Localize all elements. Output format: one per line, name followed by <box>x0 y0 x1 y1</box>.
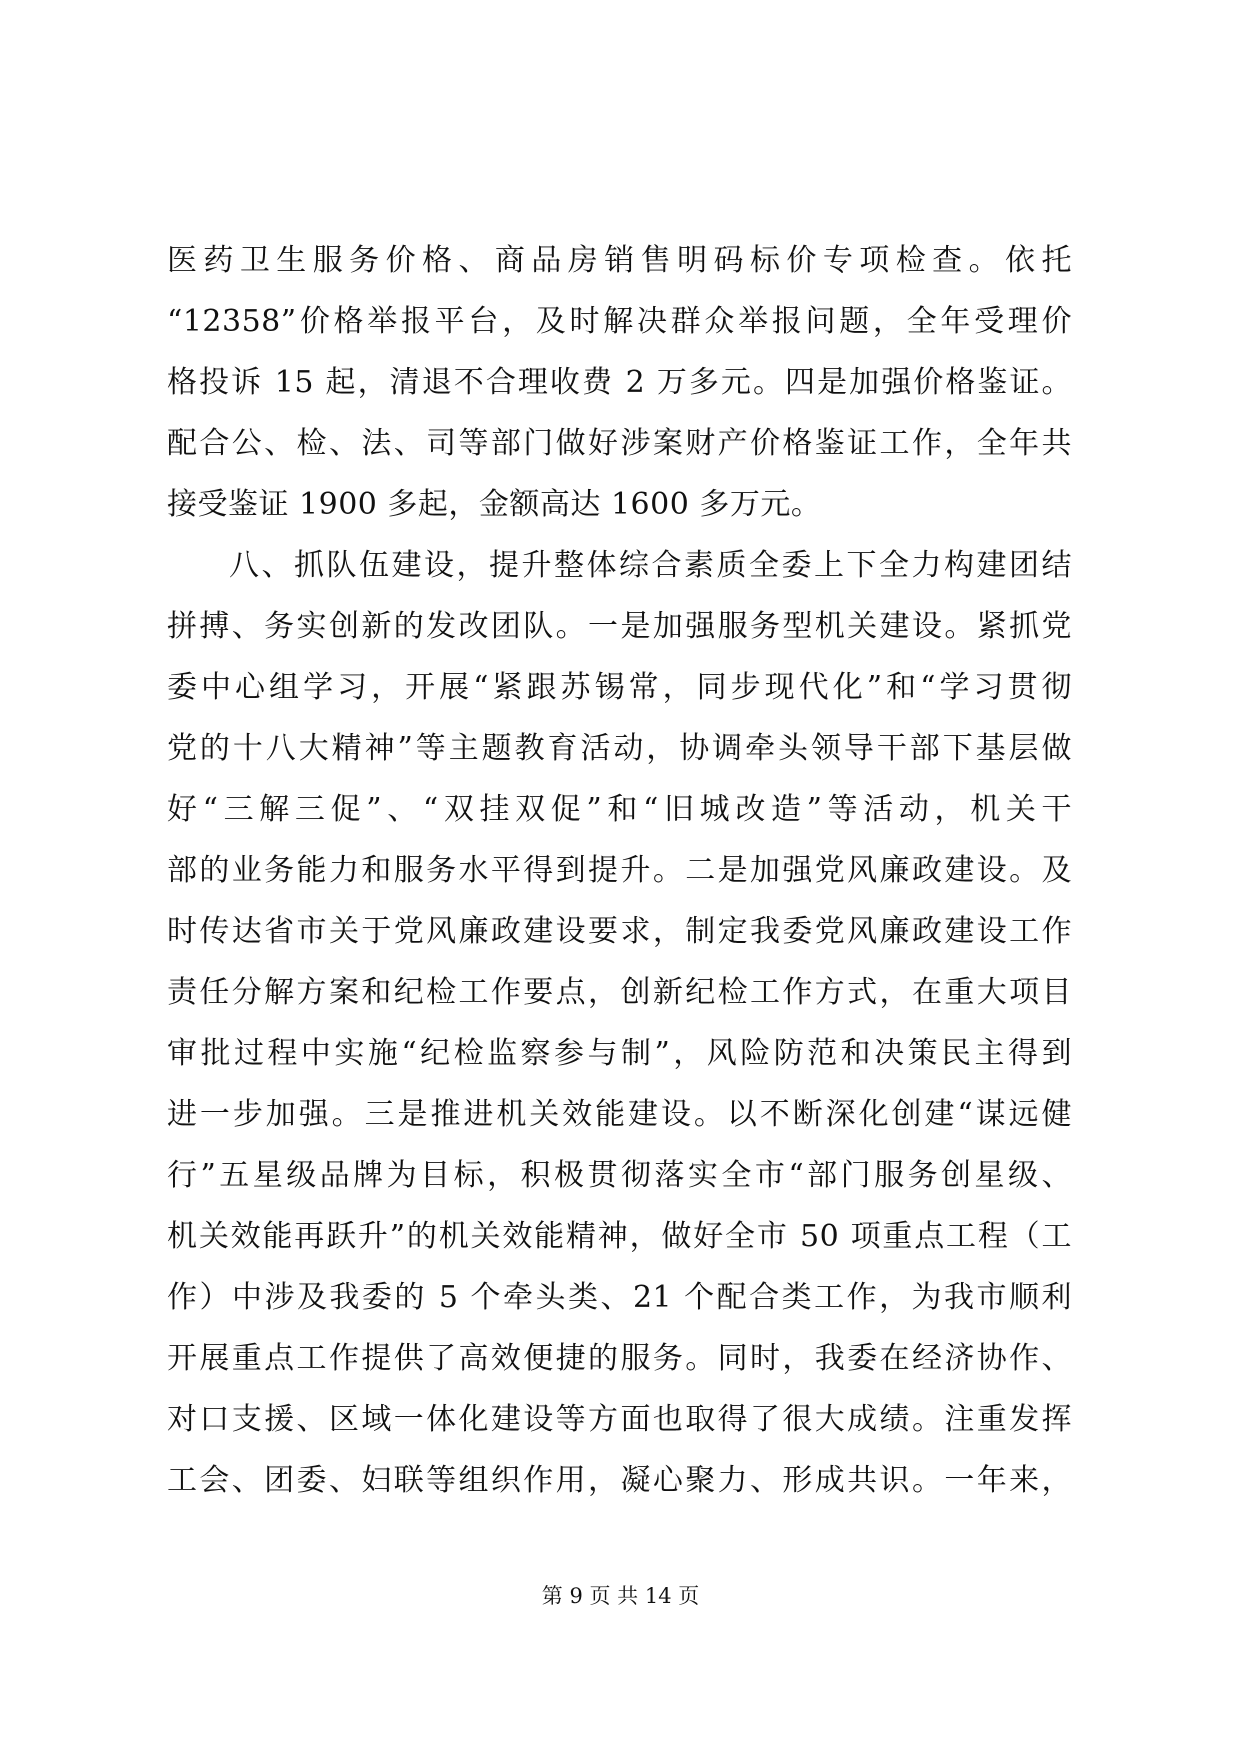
text-line: 格投诉 15 起，清退不合理收费 2 万多元。四是加强价格鉴证。 <box>167 365 1072 400</box>
page-number: 第 9 页 共 14 页 <box>541 1584 700 1608</box>
text-line: 行”五星级品牌为目标，积极贯彻落实全市“部门服务创星级、 <box>167 1158 1072 1193</box>
text-line: 时传达省市关于党风廉政建设要求，制定我委党风廉政建设工作 <box>167 914 1072 949</box>
text-line: 作）中涉及我委的 5 个牵头类、21 个配合类工作，为我市顺利 <box>167 1280 1072 1315</box>
text-line: 党的十八大精神”等主题教育活动，协调牵头领导干部下基层做 <box>167 731 1072 766</box>
text-line: 审批过程中实施“纪检监察参与制”，风险防范和决策民主得到 <box>167 1036 1072 1071</box>
document-body <box>167 230 1072 1511</box>
text-line: 拼搏、务实创新的发改团队。一是加强服务型机关建设。紧抓党 <box>167 609 1072 644</box>
text-line: 医药卫生服务价格、商品房销售明码标价专项检查。依托 <box>167 243 1072 278</box>
text-line: 工会、团委、妇联等组织作用，凝心聚力、形成共识。一年来， <box>167 1463 1072 1498</box>
text-line: 配合公、检、法、司等部门做好涉案财产价格鉴证工作，全年共 <box>167 426 1072 461</box>
text-line: 好“三解三促”、“双挂双促”和“旧城改造”等活动，机关干 <box>167 792 1072 827</box>
paragraph-2 <box>167 535 1072 1511</box>
text-line: 部的业务能力和服务水平得到提升。二是加强党风廉政建设。及 <box>167 853 1072 888</box>
text-line: 机关效能再跃升”的机关效能精神，做好全市 50 项重点工程（工 <box>167 1219 1072 1254</box>
text-line: “12358”价格举报平台，及时解决群众举报问题，全年受理价 <box>167 304 1072 339</box>
text-line: 八、抓队伍建设，提升整体综合素质全委上下全力构建团结 <box>229 548 1072 583</box>
text-line: 责任分解方案和纪检工作要点，创新纪检工作方式，在重大项目 <box>167 975 1072 1010</box>
page-footer <box>0 1580 1241 1610</box>
paragraph-1 <box>167 230 1072 535</box>
text-line: 开展重点工作提供了高效便捷的服务。同时，我委在经济协作、 <box>167 1341 1072 1376</box>
text-line: 委中心组学习，开展“紧跟苏锡常，同步现代化”和“学习贯彻 <box>167 670 1072 705</box>
text-line: 接受鉴证 1900 多起，金额高达 1600 多万元。 <box>167 487 822 522</box>
text-line: 进一步加强。三是推进机关效能建设。以不断深化创建“谋远健 <box>167 1097 1072 1132</box>
text-line: 对口支援、区域一体化建设等方面也取得了很大成绩。注重发挥 <box>167 1402 1072 1437</box>
